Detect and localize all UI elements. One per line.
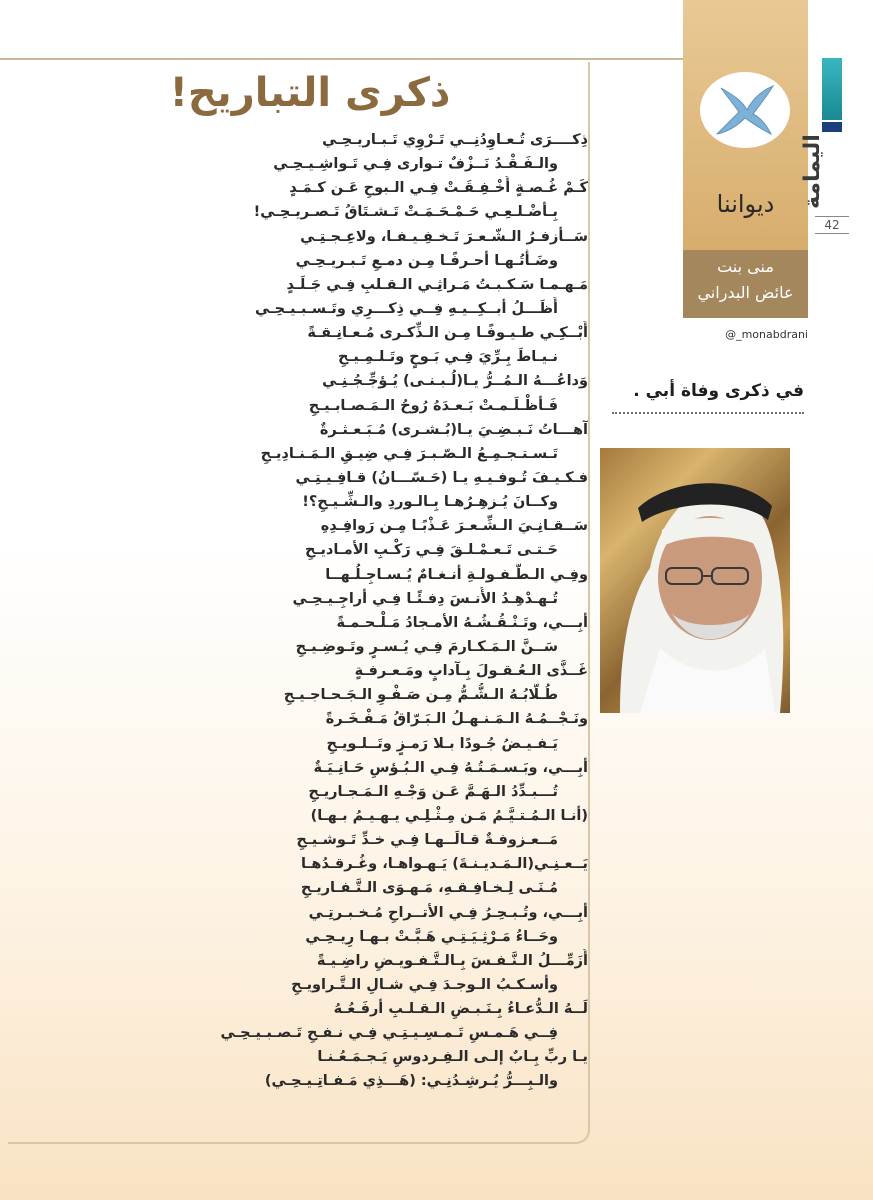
poem-line: وحَــاءُ مَـرْثِـيَـتِـي هَـبَّـتْ بـهـا رِيـحِـي: [305, 928, 558, 945]
poem-line: وضَـأْتُـهـا أحـرفًـا مِـن دمـعِ تَـبـريـحِـي: [295, 252, 558, 269]
poem-line: كَـمْ غُـصـةٍ أُخْـفِـقَـتْ فِـي الـبوحِ عَـن كـمَـدٍ: [289, 180, 588, 197]
poem-line: غَــذَّى الـعُـقـولَ بِـآدابٍ ومَـعـرفـةٍ: [354, 663, 588, 680]
author-father-photo: [600, 448, 790, 713]
magazine-color-tab: [822, 58, 842, 120]
poem-line: وفِـي الـطُّـفـولـةِ أنـغـامٌ يُـسـاجِـلُـهــا: [325, 566, 588, 583]
poem-line: وَداعُـــهُ الـمُــرُّ يـا(لُـبـنـى) يُـؤجِّـجُـنِـي: [322, 373, 588, 390]
poem-line: مُـنَـى لِـخـافِـقـهِ، مَـهـوَى الـتَّـفـاريـحِ: [300, 880, 558, 897]
poem-line: طُـلَّابُـهُ الـشُّـمُّ مِـن صَـفْـوِ الـجَـحـاجـيـحِ: [283, 687, 558, 704]
poem-line: أَبْــكِـي طـيـوفًـا مِـن الـذِّكـرى مُـعـانِـقـةً: [307, 325, 588, 342]
author-handle: @_monabdrani: [725, 328, 808, 341]
poem-line: مَــعـزوفـةٌ قـالَــهـا فِـي خـدِّ تَـوشـيـحِ: [296, 832, 558, 849]
poem-line: أبِـــي، وتُـبـحِـرُ فِـي الأتــراحِ مُـخـبـرتِـي: [308, 904, 588, 921]
poem-line: والـبِـــرُّ يُـرشِـدُنِـي: (هَـــذِي مَـفـاتِـيـحِـي): [264, 1073, 558, 1090]
poem-line: يَــعـنِـي(الـمَـديـنـةَ) يَـهـواهـا، وغُـرقـدُهـا: [300, 856, 588, 873]
poem-line: (أنـا الـمُـتـيَّـمُ مَـن مِـثْـلِـي يـهـيـمُ بـهـا): [310, 807, 588, 824]
poem-line: أبِـــي، وتَـنْـقُـشُـهُ الأمـجادُ مَـلْـحـمـةً: [336, 614, 588, 631]
poem-line: أَظَـــلُ أبــكِــيـهِ فِــي ذِكـــرِي وتَـسـبـيـحِـي: [254, 300, 558, 317]
poem-line: آهـــاتُ نَـبـضِـيَ يـا(بُـشـرى) مُـبَـعـثـرةٌ: [319, 421, 588, 438]
poem-line: حَـتـى تَـعـمْـلـقَ فِـي رَكْـبِ الأمـاديـحِ: [305, 542, 558, 559]
poem-line: فـكـيـفَ تُـوفـيـهِ يـا (حَـسّـــانُ) قـافِـيـتِـي: [295, 469, 588, 486]
magazine-name: اليمامة: [800, 134, 825, 210]
poem-line: أُزَمِّـــلُ الـنَّـفـسَ بِـالـتَّـفـويـضِ راضِـيـةً: [316, 952, 588, 969]
portrait-illustration: [600, 448, 790, 713]
magazine-color-tab-dark: [822, 122, 842, 132]
poem-line: سَــقـانِـيَ الـشِّـعـرَ عَـذْبًـا مِـن رَوافِـدِهِ: [320, 518, 588, 535]
poem-line: بِـأضْـلـعِـي حَـمْـحَـمَـتْ تَـشـتَاقُ تَـصـريـحِـي!: [253, 204, 558, 221]
poem-line: ذِكــــرَى تُـعـاوِدُنِــي تَـرْوِي تَـبـاريـحِـي: [322, 132, 588, 148]
poem-subtitle: في ذكرى وفاة أبي .: [633, 381, 804, 401]
poem-line: وكــانَ يُـزهِـرُهـا بِـالـوردِ والـشِّـيـحِ؟!: [302, 494, 558, 511]
poem-title: ذكرى التباريح!: [169, 70, 451, 116]
bird-icon: [713, 82, 777, 138]
poem-line: سَــأزفـرُ الـشّـعـرَ تَـخـفِـيـفـا، ولاعِـجـتِـي: [300, 228, 588, 245]
dotted-divider: [612, 412, 804, 414]
poem-line: فَـأظْـلَـمـتْ بَـعـدَهُ رُوحُ الـمَـصـابـيـحِ: [308, 397, 558, 414]
author-name-line1: منى بنت: [717, 257, 774, 276]
author-name-line2: عائض البدراني: [697, 283, 794, 302]
poem-line: نـيـاطَ بِـرِّيَ فِـي بَـوحٍ وتَـلـمِـيـحِ: [337, 349, 558, 366]
poem-line: يـا ربِّ بِـابٌ إلـى الـفِـردوسِ يَـجـمَـعُـنـا: [317, 1049, 588, 1066]
poem-line: تَـسـتـجـمِـعُ الـصّـبـرَ فِـي ضِيـقِ الـمَـنـادِيـحِ: [260, 445, 558, 462]
poem-line: وأسـكـبُ الـوجـدَ فِـي شـالِ الـتَّـراويـحِ: [291, 976, 558, 993]
poem-line: ونَـجْــمُـهُ الـمَـنـهـلُ الـبَـرّاقُ مَـفْـخَـرةً: [325, 711, 588, 728]
poem-line: تُـهـدْهِـدُ الأُنـسَ دِفـئًـا فِـي أراجِـيـحِـي: [292, 590, 558, 607]
poem-lines: [40, 128, 588, 1094]
poem-line: تُـــبـدِّدُ الـهَـمَّ عَـن وَجْـهِ الـمَـجـاريـحِ: [308, 783, 558, 800]
poem-line: والـفَـقْـدُ نَــزْفٌ تـوارى فِـي تَـواشِـيـحِـي: [273, 156, 558, 173]
poem-line: مَـهـمـا سَـكـبـتُ مَـراثِـي الـقـلبِ فِـي جَـلَـدٍ: [286, 276, 588, 293]
section-logo: [700, 72, 790, 148]
poem-line: أبِـــي، وبَـسـمَـتُـهُ فِـي الـبُـؤسِ حَـانِـيَـةٌ: [313, 759, 588, 776]
section-name: ديواننا: [716, 190, 775, 218]
poem-line: فِــي هَـمـسِ تَـمـسِـيـتِـي فِـي نـفـحِ تَـصـبـيـحِـي: [220, 1025, 558, 1042]
poem-line: لَــهُ الـدُّعـاءُ بِـنَـبـضِ الـقـلـبِ أرفَـعُـهُ: [333, 1001, 588, 1018]
poem-line: يَـفـيـضُ جُـودًا بـلا رَمـزٍ وتَــلـويـحِ: [326, 735, 558, 752]
page-number: 42: [815, 216, 849, 234]
poem-line: سَــنَّ الـمَـكـارمَ فِـي يُـسـرٍ وتَـوضِـيـحِ: [295, 638, 558, 655]
